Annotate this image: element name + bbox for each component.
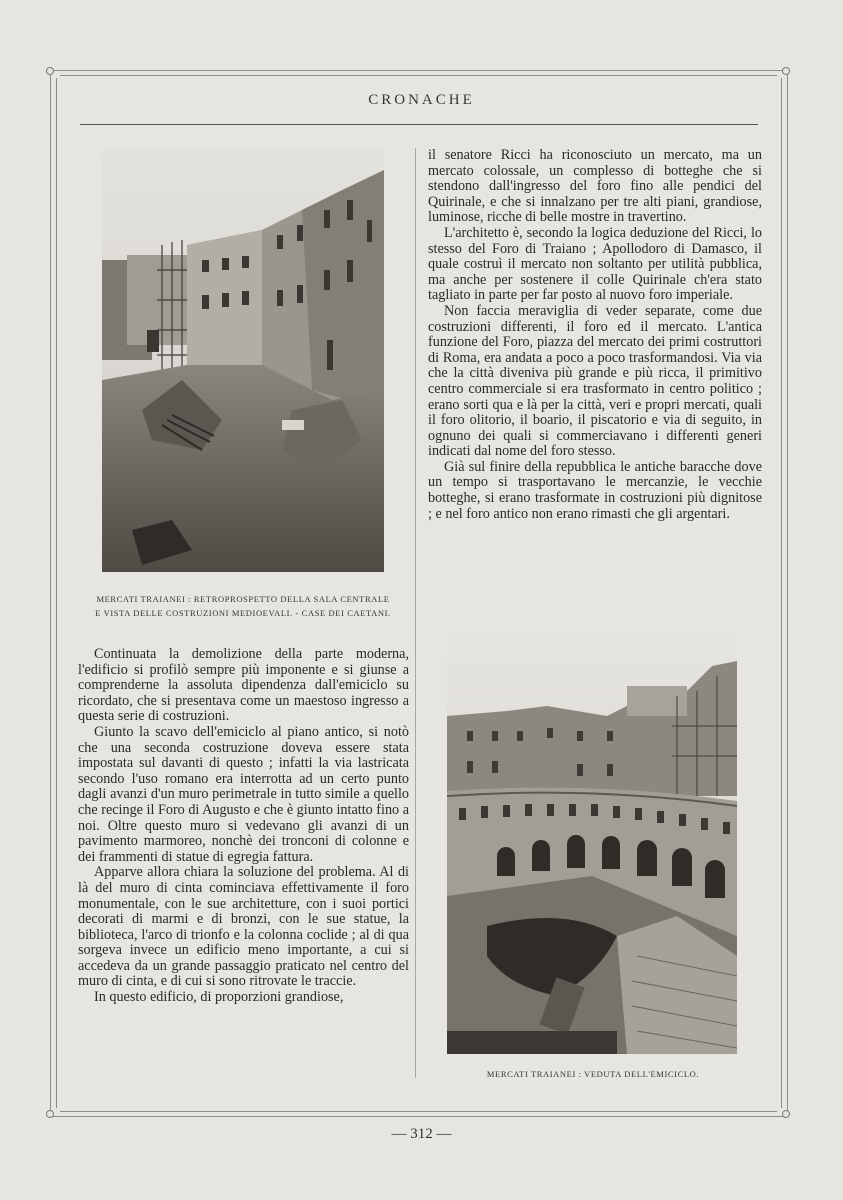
photo-sala-centrale — [102, 150, 384, 572]
frame-corner-ornament — [46, 1110, 54, 1118]
paragraph: Non faccia meraviglia di veder separate, come due costruzioni differenti, il foro ed il mercato. L'antica funzione del Foro, piazza del mercato dei primi costruttori di Roma, era andata a poco a poco trasformandosi. Via via che la città diveniva più grande e più ricca, il primitivo centro commerciale si era trasformato in centro politico ; erano sorti qua e là per la città, veri e propri mercati, quali il foro olitorio, il boario, il piscatorio e via di seguito, in ognuno dei quali si commerciavano i differenti generi indicati dal nome del foro stesso. — [428, 302, 762, 460]
frame-corner-ornament — [46, 67, 54, 75]
frame-corner-ornament — [782, 67, 790, 75]
frame-top-inner — [60, 75, 777, 76]
figure-caption-top — [70, 592, 416, 620]
page-number: — 312 — — [391, 1126, 452, 1142]
frame-bottom-inner — [60, 1111, 777, 1112]
frame-top-outer — [52, 70, 785, 71]
paragraph: il senatore Ricci ha riconosciuto un mercato, ma un mercato colossale, un complesso di botteghe che si stendono dall'ingresso del foro fino alle pendici del Quirinale, e che si innalzano per tre alti piani, grandiose, luminose, ricche di belle mostre in travertino. — [428, 147, 762, 226]
frame-bottom-outer — [52, 1116, 785, 1117]
figure-caption-bottom: MERCATI TRAIANEI : VEDUTA DELL'EMICICLO. — [486, 1069, 700, 1079]
photo-emiciclo — [447, 636, 737, 1054]
frame-left-inner — [56, 78, 57, 1108]
frame-left-outer — [50, 72, 51, 1114]
paragraph: L'architetto è, secondo la logica deduzione del Ricci, lo stesso del Foro di Traiano ; Apollodoro di Damasco, il quale costruì il mercato non soltanto per utilità pubblica, ma anche per sostenere il colle Quirinale ch'era stato tagliato in parte per far posto al nuovo foro imperiale. — [428, 224, 762, 304]
paragraph: In questo edificio, di proporzioni grandiose, — [94, 989, 344, 1006]
running-head: CRONACHE — [368, 92, 475, 108]
header-rule — [80, 124, 758, 125]
caption-line: E VISTA DELLE COSTRUZIONI MEDIOEVALI. - CASE DEI CAETANI. — [95, 608, 391, 618]
right-column-text — [428, 148, 762, 522]
frame-corner-ornament — [782, 1110, 790, 1118]
frame-right-inner — [781, 78, 782, 1108]
paragraph: Apparve allora chiara la soluzione del problema. Al di là del muro di cinta cominciava effettivamente il foro monumentale, con le sue architetture, con i suoi portici decorati di marmi e di bronzi, con le sue statue, la biblioteca, l'arco di trionfo e la colonna coclide ; al di qua sorgeva invece un edificio meno importante, a cui si accedeva da un grande passaggio praticato nel centro del muro di cinta, e di cui si sono ritrovate le traccie. — [78, 864, 409, 990]
paragraph: Continuata la demolizione della parte moderna, l'edificio si profilò sempre più imponente e si giunse a comprenderne la assoluta dipendenza dall'emiciclo su ricordato, che si presentava come un maestoso ingresso a questa serie di costruzioni. — [78, 646, 409, 725]
frame-right-outer — [787, 72, 788, 1114]
left-column-text — [78, 647, 409, 1006]
caption-line: MERCATI TRAIANEI : RETROPROSPETTO DELLA SALA CENTRALE — [96, 594, 390, 604]
paragraph: Giunto la scavo dell'emiciclo al piano antico, si notò che una seconda costruzione doveva essere stata impostata sul davanti di questo ; infatti la via lastricata secondo l'uso romano era interrotta ad un certo punto dagli avanzi d'un muro perimetrale in tutto simile a quello che recinge il Foro di Augusto e che è giunto intatto fino a noi. Oltre questo muro si vedevano gli avanzi di un pavimento marmoreo, nonchè dei tronconi di colonne e dei frammenti di statue di egregia fattura. — [78, 723, 409, 865]
paragraph: Già sul finire della repubblica le antiche baracche dove un tempo si trasportavano le mercanzie, le vecchie botteghe, si erano trasformate in costruzioni più dignitose ; e nel foro antico non erano rimasti che gli argentari. — [428, 458, 762, 522]
